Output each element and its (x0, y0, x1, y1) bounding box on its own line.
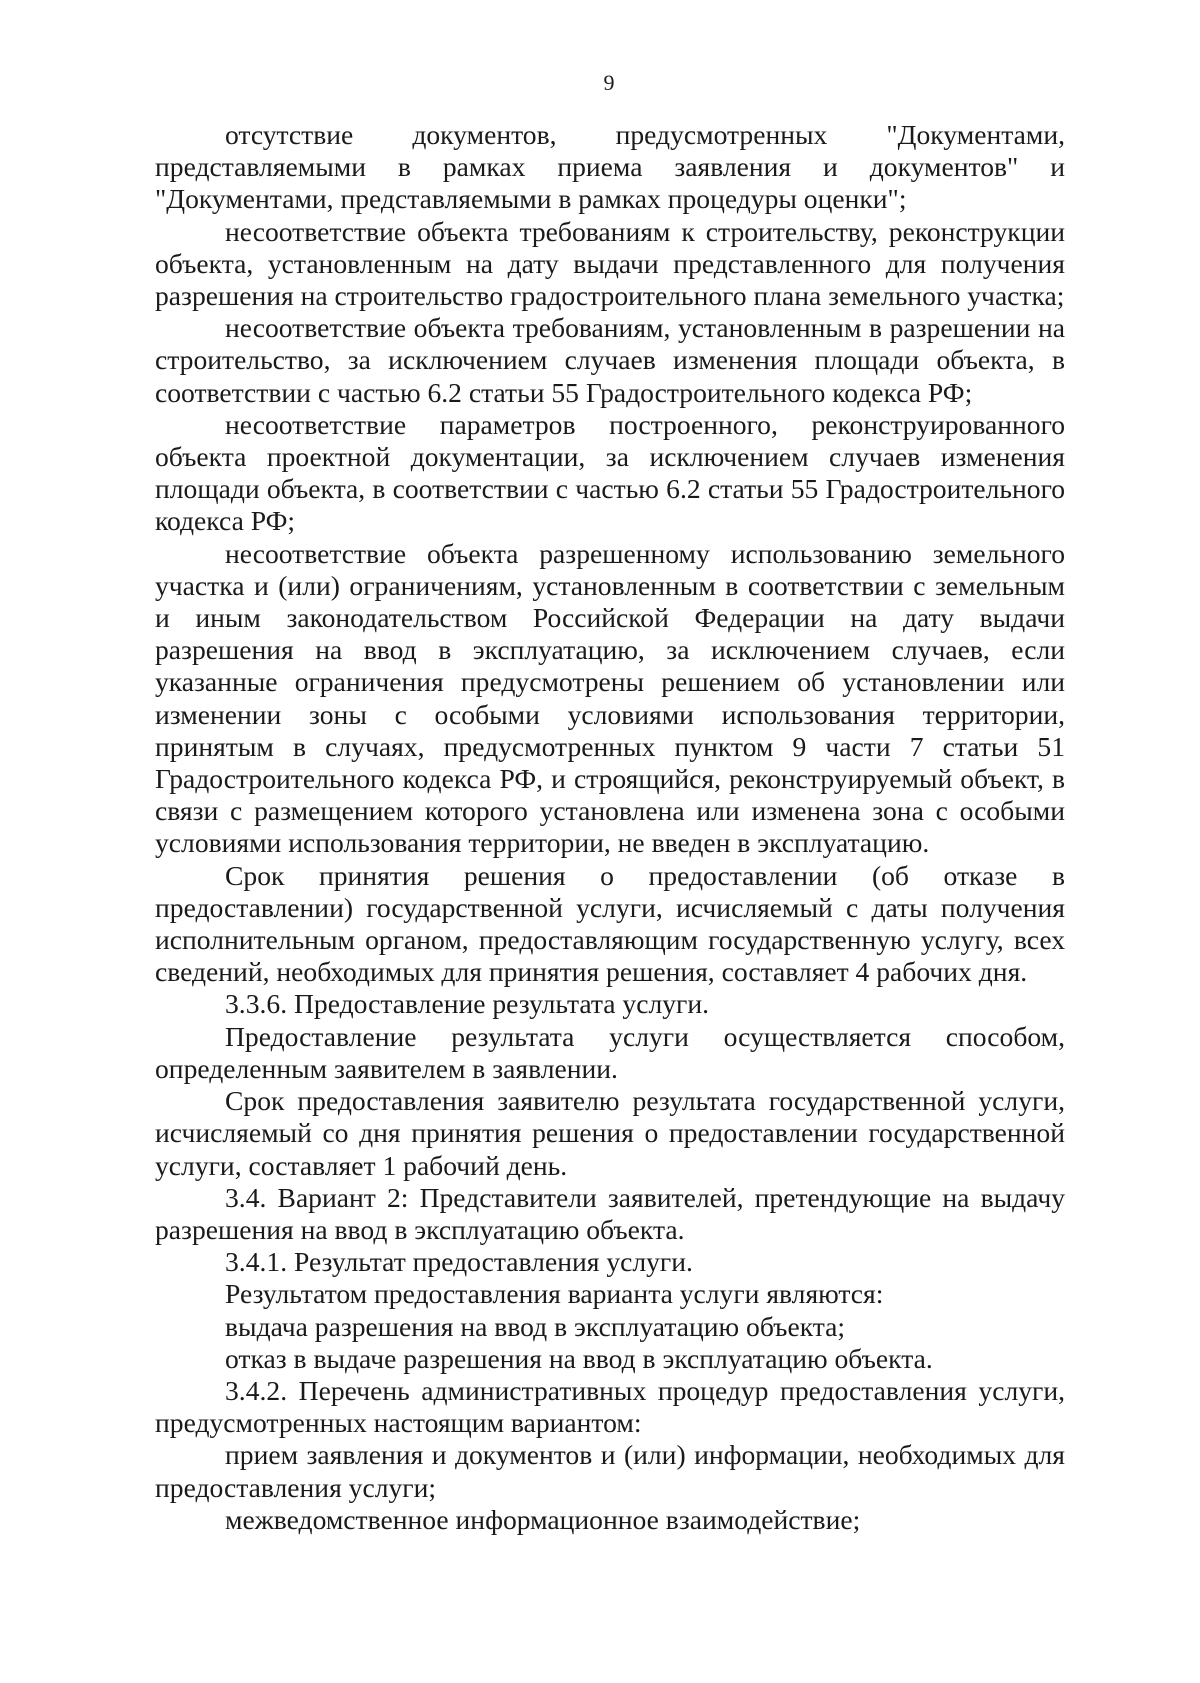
paragraph-result-delivery: Предоставление результата услуги осуществляется способом, определенным заявителем в заявлении. (155, 1020, 1065, 1084)
paragraph-design-documentation: несоответствие параметров построенного, реконструированного объекта проектной документации, за исключением случаев изменения площади объекта, в соответствии с частью 6.2 статьи 55 Градостроительного кодекса РФ; (155, 408, 1065, 537)
paragraph-land-use: несоответствие объекта разрешенному использованию земельного участка и (или) ограничениям, установленным в соответствии с земельным и иным законодательством Российской Федерации на дату выдачи разрешения на ввод в эксплуатацию, за исключением случаев, если указанные ограничения предусмотрены решением об установлении или изменении зоны с особыми условиями использования территории, принятым в случаях, предусмотренных пунктом 9 части 7 статьи 51 Градостроительного кодекса РФ, и строящийся, реконструируемый объект, в связи с размещением которого установлена или изменена зона с особыми условиями использования территории, не введен в эксплуатацию. (155, 537, 1065, 859)
paragraph-3-4-2-heading: 3.4.2. Перечень административных процедур предоставления услуги, предусмотренных настоящим вариантом: (155, 1374, 1065, 1439)
paragraph-3-4-1-heading: 3.4.1. Результат предоставления услуги. (225, 1246, 693, 1278)
document-body (155, 119, 1065, 1536)
paragraph-interagency-interaction: межведомственное информационное взаимодействие; (225, 1503, 861, 1535)
paragraph-application-reception: прием заявления и документов и (или) информации, необходимых для предоставления услуги; (155, 1439, 1065, 1503)
page-number: 9 (603, 70, 615, 95)
paragraph-construction-requirements: несоответствие объекта требованиям к строительству, реконструкции объекта, установленным на дату выдачи представленного для получения разрешения на строительство градостроительного плана земельного участка; (155, 215, 1065, 312)
paragraph-decision-term: Срок принятия решения о предоставлении (об отказе в предоставлении) государственной услуги, исчисляемый с даты получения исполнительным органом, предоставляющим государственную услугу, всех сведений, необходимых для принятия решения, составляет 4 рабочих дня. (155, 859, 1065, 988)
paragraph-3-4-variant-2: 3.4. Вариант 2: Представители заявителей, претендующие на выдачу разрешения на ввод в эксплуатацию объекта. (155, 1181, 1065, 1245)
paragraph-issue-permit: выдача разрешения на ввод в эксплуатацию объекта; (225, 1310, 846, 1342)
paragraph-3-3-6-heading: 3.3.6. Предоставление результата услуги. (225, 988, 710, 1020)
paragraph-refuse-permit: отказ в выдаче разрешения на ввод в эксплуатацию объекта. (225, 1342, 933, 1374)
paragraph-missing-documents: отсутствие документов, предусмотренных "Документами, представляемыми в рамках приема заявления и документов" и "Документами, представляемыми в рамках процедуры оценки"; (155, 119, 1065, 215)
paragraph-result-term: Срок предоставления заявителю результата государственной услуги, исчисляемый со дня принятия решения о предоставлении государственной услуги, составляет 1 рабочий день. (155, 1085, 1065, 1181)
paragraph-variant-results: Результатом предоставления варианта услуги являются: (225, 1278, 884, 1310)
paragraph-permit-requirements: несоответствие объекта требованиям, установленным в разрешении на строительство, за исключением случаев изменения площади объекта, в соответствии с частью 6.2 статьи 55 Градостроительного кодекса РФ; (155, 312, 1065, 408)
